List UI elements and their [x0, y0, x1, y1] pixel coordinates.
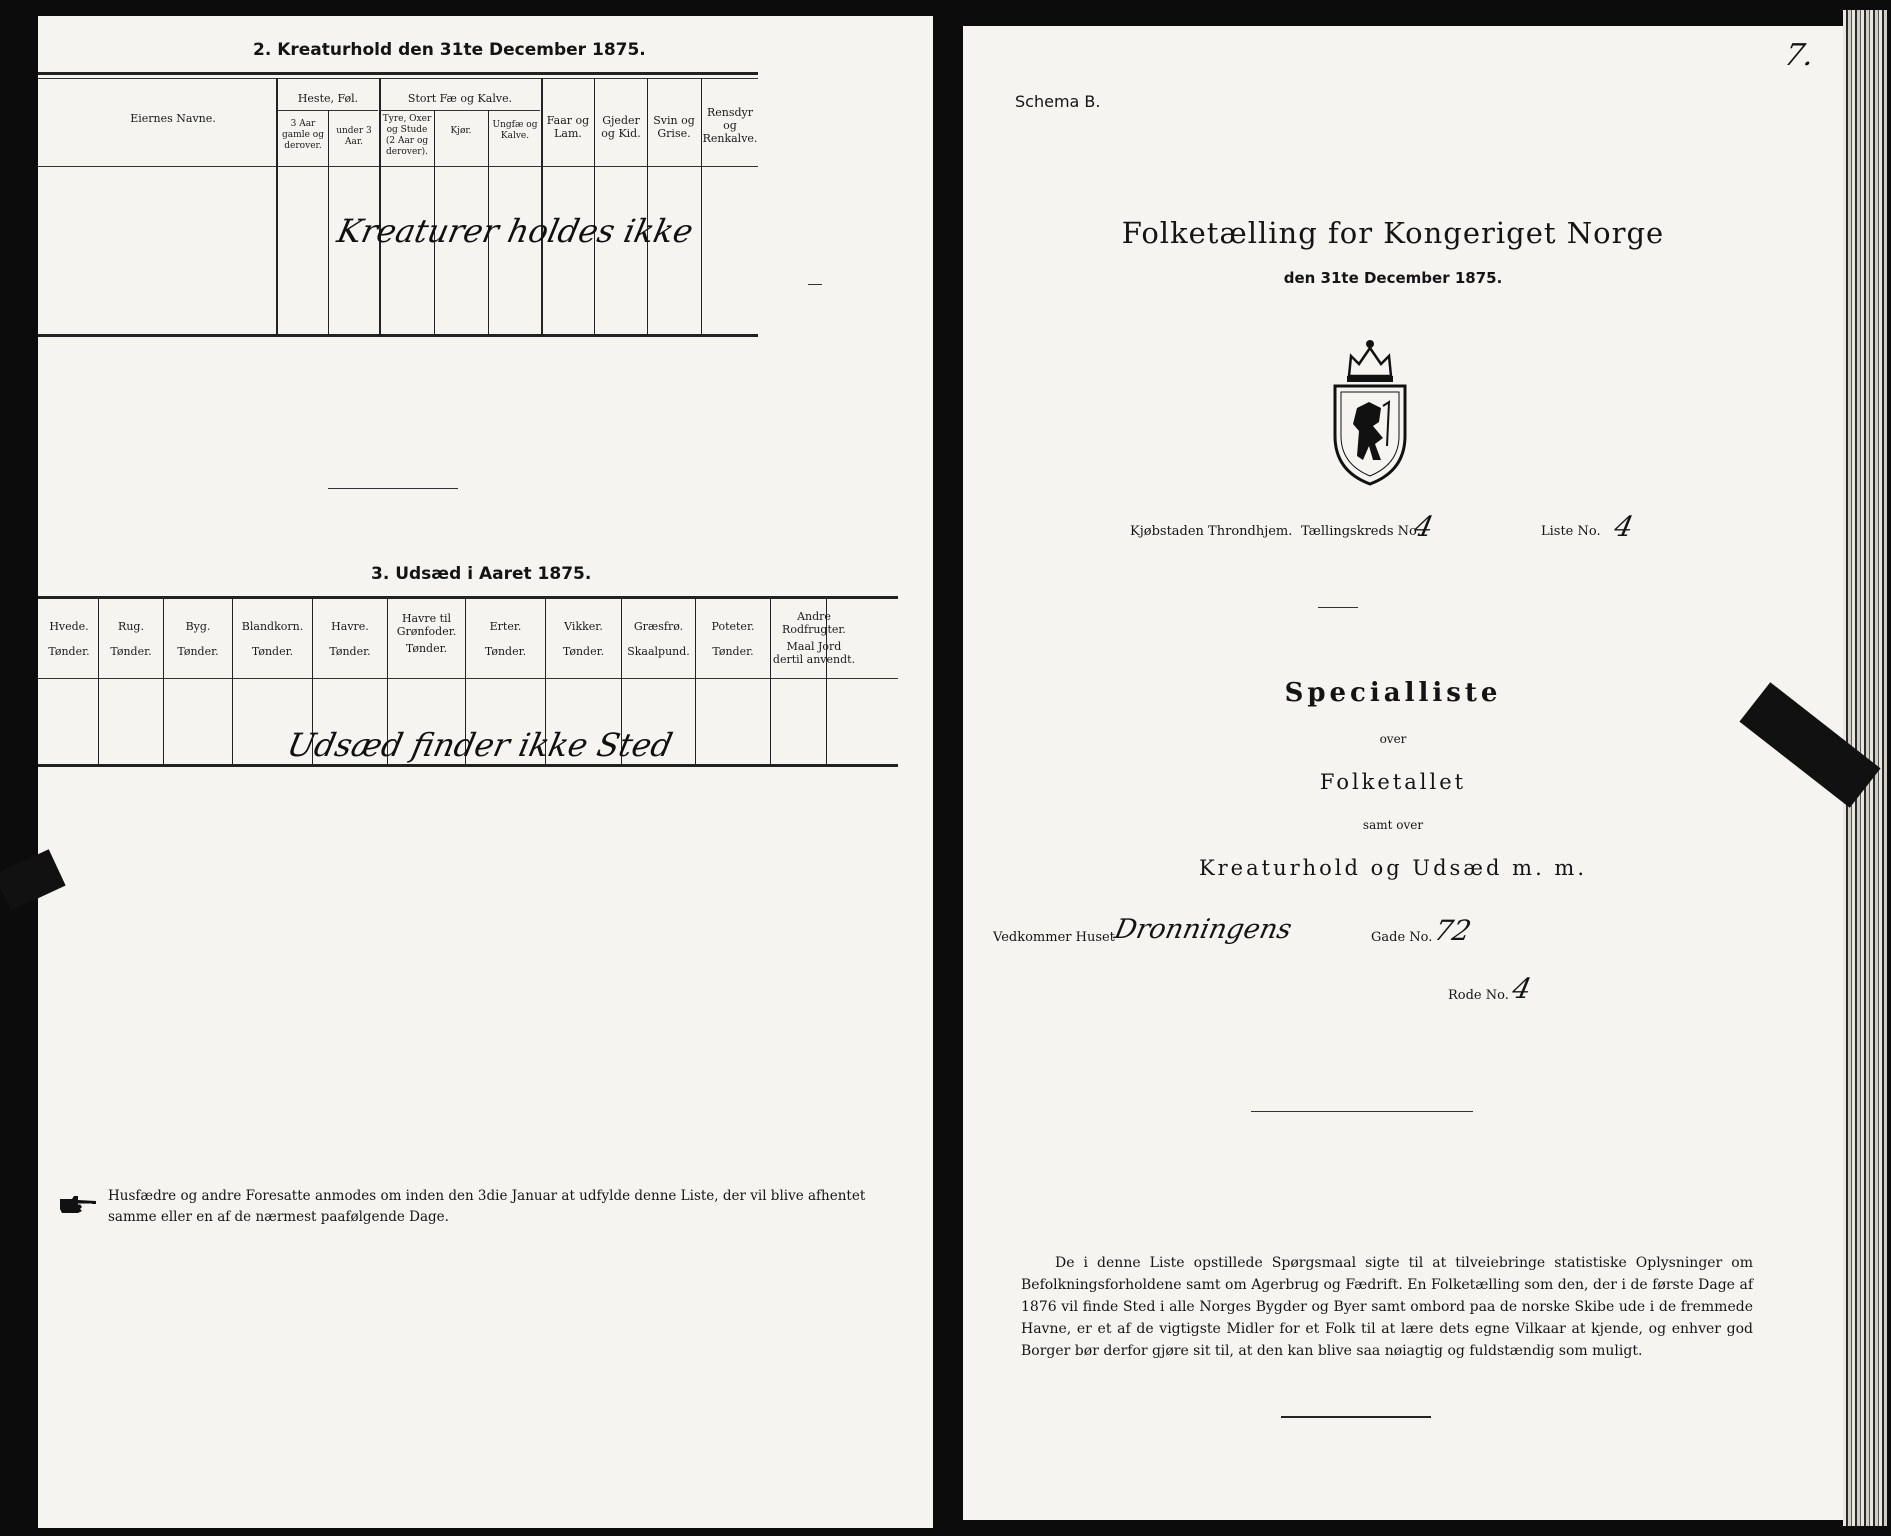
bottom-paragraph: De i denne Liste opstillede Spørgsmaal sigte til at tilveiebringe statistiske Oplysninger om Befolkningsforholdene samt om Agerbrug og Fædrift. En Folketælling som den, der i de første Dage af 1876 vil finde Sted i alle Norges Bygder og Byer samt ombord paa de norske Skibe ude i de fremmede Havne, er et af de vigtigste Midler for et Folk til at lære dets egne Vilkaar at kjende, og enhver god Borger bør derfor gjøre sit til, at den kan blive saa nøiagtig og fuldstændig som muligt.	[1021, 1255, 1753, 1359]
header-pigs: Svin og Grise.	[653, 114, 695, 140]
left-page	[38, 16, 933, 1528]
seed-table-top-rule	[38, 596, 898, 599]
kreds-value: 4	[1411, 510, 1437, 543]
schema-label: Schema B.	[1015, 92, 1101, 111]
section3-title: 3. Udsæd i Aaret 1875.	[371, 564, 592, 584]
table-top-rule-2	[38, 78, 758, 79]
handwritten-no-livestock: Kreaturer holdes ikke	[333, 212, 697, 250]
kreds-label: Tællingskreds No.	[1301, 524, 1421, 539]
vedkommer-label: Vedkommer Huset	[993, 930, 1115, 945]
samt-over-text: samt over	[1362, 818, 1424, 832]
instruction-note: Husfædre og andre Foresatte anmodes om inden den 3die Januar at udfylde denne Liste, der vil blive afhentet samme eller en af de nærmest paafølgende Dage.	[108, 1188, 866, 1225]
header-sheep: Faar og Lam.	[546, 114, 590, 140]
table-bottom-rule	[38, 334, 758, 337]
vedkommer-value: Dronningens	[1111, 914, 1295, 945]
rode-label: Rode No.	[1448, 988, 1509, 1003]
liste-value: 4	[1611, 510, 1637, 543]
over-text-1: over	[1379, 732, 1407, 746]
pointing-hand-icon	[58, 1193, 98, 1215]
bottom-rule	[1281, 1416, 1431, 1418]
table-header-rule	[38, 166, 758, 167]
seed-header-grass: Græsfrø. Skaalpund.	[627, 620, 690, 658]
section-separator	[328, 488, 458, 489]
divider-rule	[1251, 1111, 1473, 1112]
seed-header-wheat: Hvede. Tønder.	[48, 620, 90, 658]
census-title: Folketælling for Kongeriget Norge	[1121, 216, 1665, 250]
kjobstad-label: Kjøbstaden Throndhjem.	[1130, 524, 1293, 539]
seed-header-mixed: Blandkorn. Tønder.	[241, 620, 304, 658]
folketallet-title: Folketallet	[1319, 770, 1467, 794]
section2-title: 2. Kreaturhold den 31te December 1875.	[253, 40, 646, 60]
seed-table-header-rule	[38, 678, 898, 679]
col-divider	[232, 596, 233, 764]
col-divider	[276, 78, 278, 334]
seed-header-oats-fodder: Havre til Grønfoder. Tønder.	[396, 612, 457, 655]
seed-header-potatoes: Poteter. Tønder.	[711, 620, 755, 658]
seed-table-bottom-rule	[38, 764, 898, 767]
header-owner: Eiernes Navne.	[130, 112, 216, 125]
handwritten-no-seed: Udsæd finder ikke Sted	[283, 726, 676, 764]
liste-label: Liste No.	[1541, 524, 1601, 539]
dash-mark	[808, 284, 822, 285]
table-top-rule	[38, 72, 758, 75]
cattle-sub-rule	[380, 110, 540, 111]
short-rule	[1318, 607, 1358, 608]
col-divider	[695, 596, 696, 764]
header-horses: Heste, Føl.	[297, 92, 359, 105]
page-number: 7.	[1781, 38, 1818, 73]
gade-label: Gade No.	[1371, 930, 1433, 945]
col-divider	[163, 596, 164, 764]
specialliste-title: Specialliste	[1284, 678, 1502, 708]
census-date: den 31te December 1875.	[1283, 269, 1503, 287]
seed-header-roots: Andre Rodfrugter. Maal Jord dertil anvendt.	[772, 610, 856, 666]
kreaturhold-title: Kreaturhold og Udsæd m. m.	[1198, 856, 1588, 880]
header-bulls: Tyre, Oxer og Stude (2 Aar og derover).	[382, 114, 432, 157]
col-divider	[770, 596, 771, 764]
header-horses-young: under 3 Aar.	[336, 126, 372, 147]
seed-header-oats: Havre. Tønder.	[329, 620, 371, 658]
coat-of-arms-icon	[1329, 336, 1411, 486]
header-horses-adult: 3 Aar gamle og derover.	[282, 119, 324, 151]
header-young-calves: Ungfæ og Kalve.	[492, 120, 538, 141]
right-page	[963, 26, 1843, 1520]
header-cattle: Stort Fæ og Kalve.	[407, 92, 513, 105]
gade-value: 72	[1431, 914, 1475, 947]
seed-header-barley: Byg. Tønder.	[177, 620, 219, 658]
seed-header-peas: Erter. Tønder.	[484, 620, 527, 658]
seed-header-vetch: Vikker. Tønder.	[562, 620, 605, 658]
rode-value: 4	[1509, 972, 1535, 1005]
col-divider	[98, 596, 99, 764]
header-goats: Gjeder og Kid.	[601, 114, 641, 140]
header-reindeer: Rensdyr og Renkalve.	[702, 106, 758, 145]
seed-header-rye: Rug. Tønder.	[110, 620, 152, 658]
header-cows: Kjør.	[450, 126, 472, 136]
